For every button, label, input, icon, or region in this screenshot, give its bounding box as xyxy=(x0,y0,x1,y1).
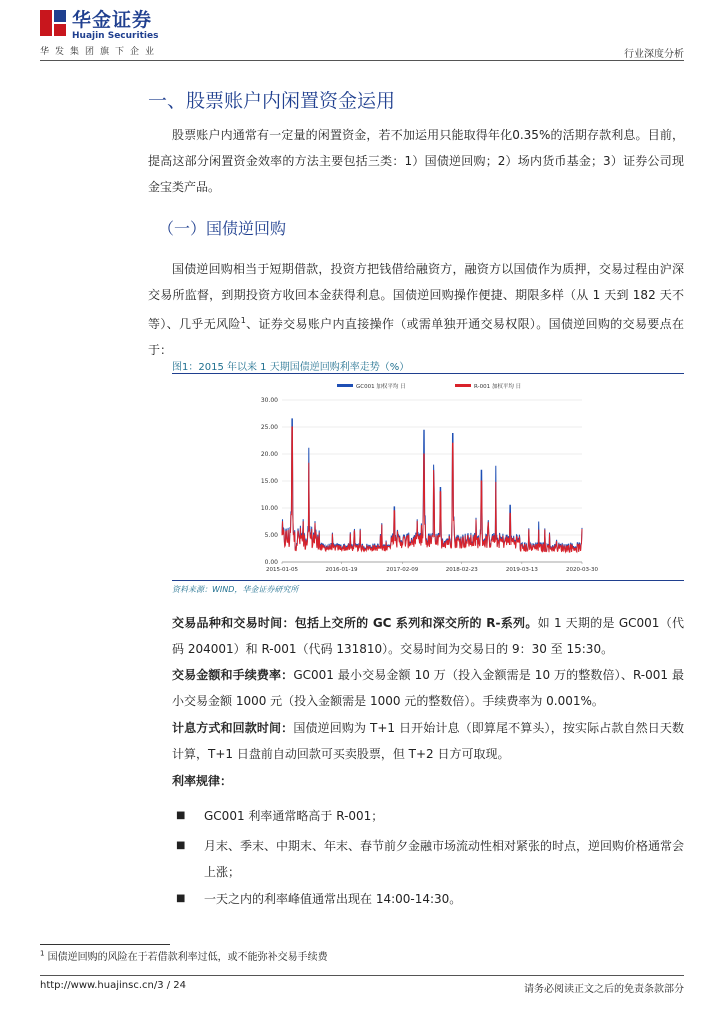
item-amount-fee-text: GC001 最小交易金额 10 万（投入金额需是 10 万的整数倍）、R-001 最小交易金额 1000 元（投入金额需是 1000 元的整数倍）。手续费率为 0.001%。 xyxy=(172,668,684,708)
legend-label: R-001 加权平均 日 xyxy=(474,384,522,390)
y-tick-label: 20.00 xyxy=(260,451,278,458)
legend-swatch xyxy=(455,384,471,387)
footnote-divider xyxy=(40,944,170,945)
logo-chinese-name: 华金证券 xyxy=(72,9,153,31)
item-interest-label: 计息方式和回款时间： xyxy=(172,721,294,735)
y-tick-label: 25.00 xyxy=(260,424,278,431)
company-logo xyxy=(40,10,158,41)
footnote-ref[interactable]: 1 xyxy=(240,316,246,325)
intro-paragraph: 股票账户内通常有一定量的闲置资金，若不加运用只能取得年化0.35%的活期存款利息。目前，提高这部分闲置资金效率的方法主要包括三类：1）国债逆回购；2）场内货币基金；3）证券公司现金宝类产品。 xyxy=(148,128,684,194)
logo-subtitle: 华发集团旗下企业 xyxy=(40,47,161,57)
header-divider xyxy=(40,60,684,61)
x-tick-label: 2018-02-23 xyxy=(445,567,478,573)
x-axis-ticks xyxy=(266,562,598,573)
rate-line-chart xyxy=(172,376,684,578)
logo-english-name: Huajin Securities xyxy=(72,31,159,41)
repo-paragraph-part1: 国债逆回购相当于短期借款，投资方把钱借给融资方，融资方以国债作为质押，交易过程由沪深交易所监督，到期投资方收回本金获得利息。国债逆回购操作便捷、期限多样（从 1 天到 182 天不等）、几乎无风险 xyxy=(148,262,684,331)
y-tick-label: 0.00 xyxy=(264,559,278,566)
subsection-title: （一）国债逆回购 xyxy=(158,219,287,238)
bullet-item: 一天之内的利率峰值通常出现在 14:00-14:30。 xyxy=(204,892,462,906)
item-trading-type xyxy=(172,610,684,662)
logo-mark-icon xyxy=(40,10,66,36)
chart-series xyxy=(282,419,582,552)
bullet-item: 月末、季末、中期末、年末、春节前夕金融市场流动性相对紧张的时点，逆回购价格通常会上涨； xyxy=(204,839,685,879)
footer-divider xyxy=(40,975,684,976)
x-tick-label: 2015-01-05 xyxy=(266,567,298,573)
figure-top-rule xyxy=(172,373,684,374)
footnote-text: 国债逆回购的风险在于若借款利率过低，或不能弥补交易手续费 xyxy=(47,952,328,963)
item-amount-fee-label: 交易金额和手续费率： xyxy=(172,668,294,682)
item-interest-text: 国债逆回购为 T+1 日开始计息（即算尾不算头），按实际占款自然日天数计算，T+1 日盘前自动回款可买卖股票，但 T+2 日方可取现。 xyxy=(172,721,684,761)
legend-swatch xyxy=(337,384,353,387)
footer-disclaimer: 请务必阅读正文之后的免责条款部分 xyxy=(524,984,684,995)
item-trading-type-label: 交易品种和交易时间：包括上交所的 GC 系列和深交所的 R-系列。 xyxy=(172,616,538,630)
bullet-item: GC001 利率通常略高于 R-001； xyxy=(204,809,384,823)
figure-bottom-rule xyxy=(172,580,684,581)
repo-paragraph xyxy=(148,256,684,363)
figure-source: 资料来源：WIND，华金证券研究所 xyxy=(172,585,299,594)
bullet-icon: ■ xyxy=(176,810,186,821)
y-tick-label: 10.00 xyxy=(260,505,278,512)
repo-paragraph-part2: 、证券交易账户内直接操作（或需单独开通交易权限）。国债逆回购的交易要点在于： xyxy=(148,317,684,357)
item-interest xyxy=(172,715,684,767)
item-rate-pattern xyxy=(172,768,684,794)
series-gc001-line xyxy=(282,419,582,551)
x-tick-label: 2017-02-09 xyxy=(386,567,419,573)
x-tick-label: 2016-01-19 xyxy=(325,567,358,573)
x-tick-label: 2019-03-13 xyxy=(505,567,538,573)
item-trading-type-text: 如 1 天期的是 GC001（代码 204001）和 R-001（代码 131810）。交易时间为交易日的 9：30 至 15:30。 xyxy=(172,616,684,656)
y-tick-label: 30.00 xyxy=(260,397,278,404)
x-tick-label: 2020-03-30 xyxy=(566,567,598,573)
y-tick-label: 5.00 xyxy=(264,532,278,539)
legend-label: GC001 加权平均 日 xyxy=(356,384,406,390)
footer-url-page[interactable]: http://www.huajinsc.cn/3 / 24 xyxy=(40,980,187,991)
bullet-icon: ■ xyxy=(176,893,186,904)
item-rate-pattern-label: 利率规律： xyxy=(172,774,233,788)
item-amount-fee xyxy=(172,662,684,714)
figure-title: 图1：2015 年以来 1 天期国债逆回购利率走势（%） xyxy=(172,362,410,373)
report-category: 行业深度分析 xyxy=(624,49,684,60)
bullet-icon: ■ xyxy=(176,840,186,851)
footnote-number: 1 xyxy=(40,949,45,958)
section-title: 一、股票账户内闲置资金运用 xyxy=(148,90,396,112)
y-axis-ticks xyxy=(261,397,278,566)
chart-legend xyxy=(337,382,521,390)
footnote xyxy=(40,948,328,963)
y-tick-label: 15.00 xyxy=(260,478,278,485)
